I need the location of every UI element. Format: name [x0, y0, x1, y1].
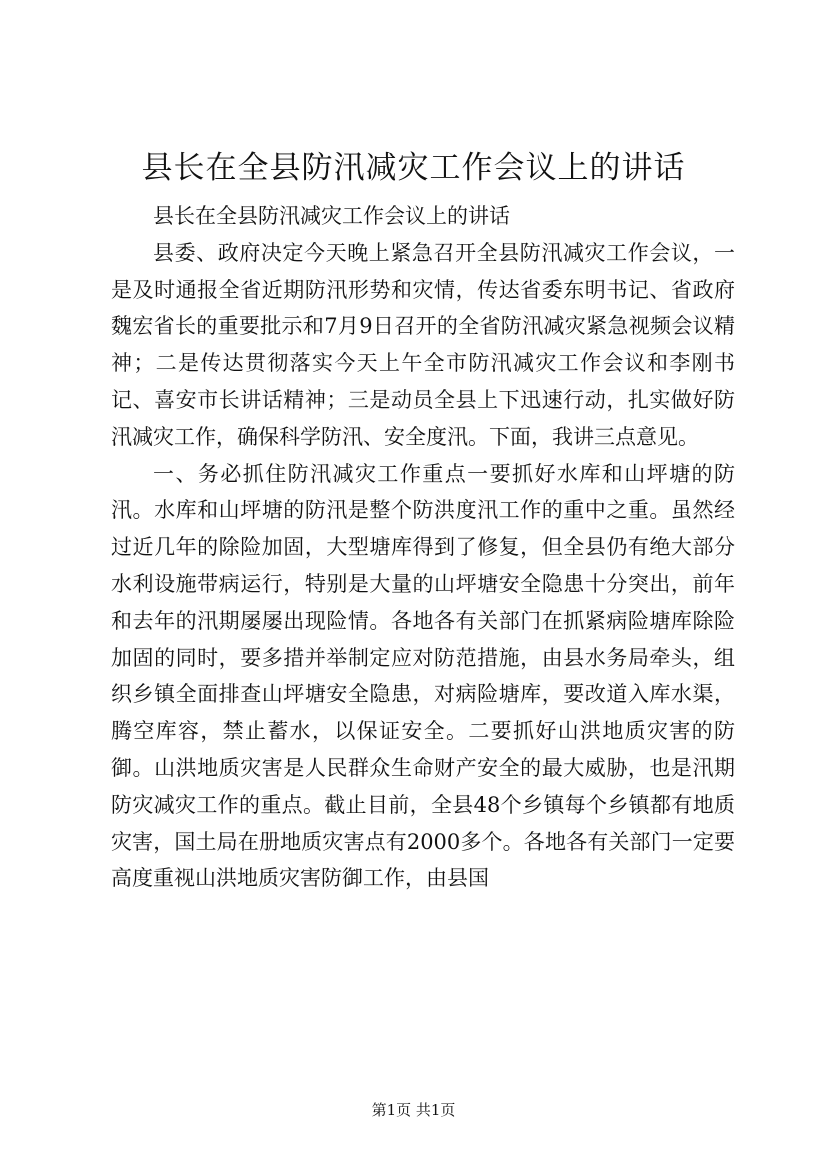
paragraph-intro: 县委、政府决定今天晚上紧急召开全县防汛减灾工作会议，一是及时通报全省近期防汛形势和灾情，传达省委东明书记、省政府魏宏省长的重要批示和7月9日召开的全省防汛减灾紧急视频会议精神；二是传达贯彻落实今天上午全市防汛减灾工作会议和李刚书记、喜安市长讲话精神；三是动员全县上下迅速行动，扎实做好防汛减灾工作，确保科学防汛、安全度汛。下面，我讲三点意见。: [111, 240, 735, 449]
paragraph-section-one: 一、务必抓住防汛减灾工作重点一要抓好水库和山坪塘的防汛。水库和山坪塘的防汛是整个防洪度汛工作的重中之重。虽然经过近几年的除险加固，大型塘库得到了修复，但全县仍有绝大部分水利设施带病运行，特别是大量的山坪塘安全隐患十分突出，前年和去年的汛期屡屡出现险情。各地各有关部门在抓紧病险塘库除险加固的同时，要多措并举制定应对防范措施，由县水务局牵头，组织乡镇全面排查山坪塘安全隐患，对病险塘库，要改道入库水渠，腾空库容，禁止蓄水，以保证安全。二要抓好山洪地质灾害的防御。山洪地质灾害是人民群众生命财产安全的最大威胁，也是汛期防灾减灾工作的重点。截止目前，全县48个乡镇每个乡镇都有地质灾害，国土局在册地质灾害点有2000多个。各地各有关部门一定要高度重视山洪地质灾害防御工作，由县国: [111, 461, 735, 891]
paragraph-subtitle: 县长在全县防汛减灾工作会议上的讲话: [153, 204, 510, 228]
page-footer: 第1页 共1页: [371, 1101, 456, 1119]
document-body: [111, 198, 735, 897]
document-title: 县长在全县防汛减灾工作会议上的讲话: [141, 150, 686, 186]
